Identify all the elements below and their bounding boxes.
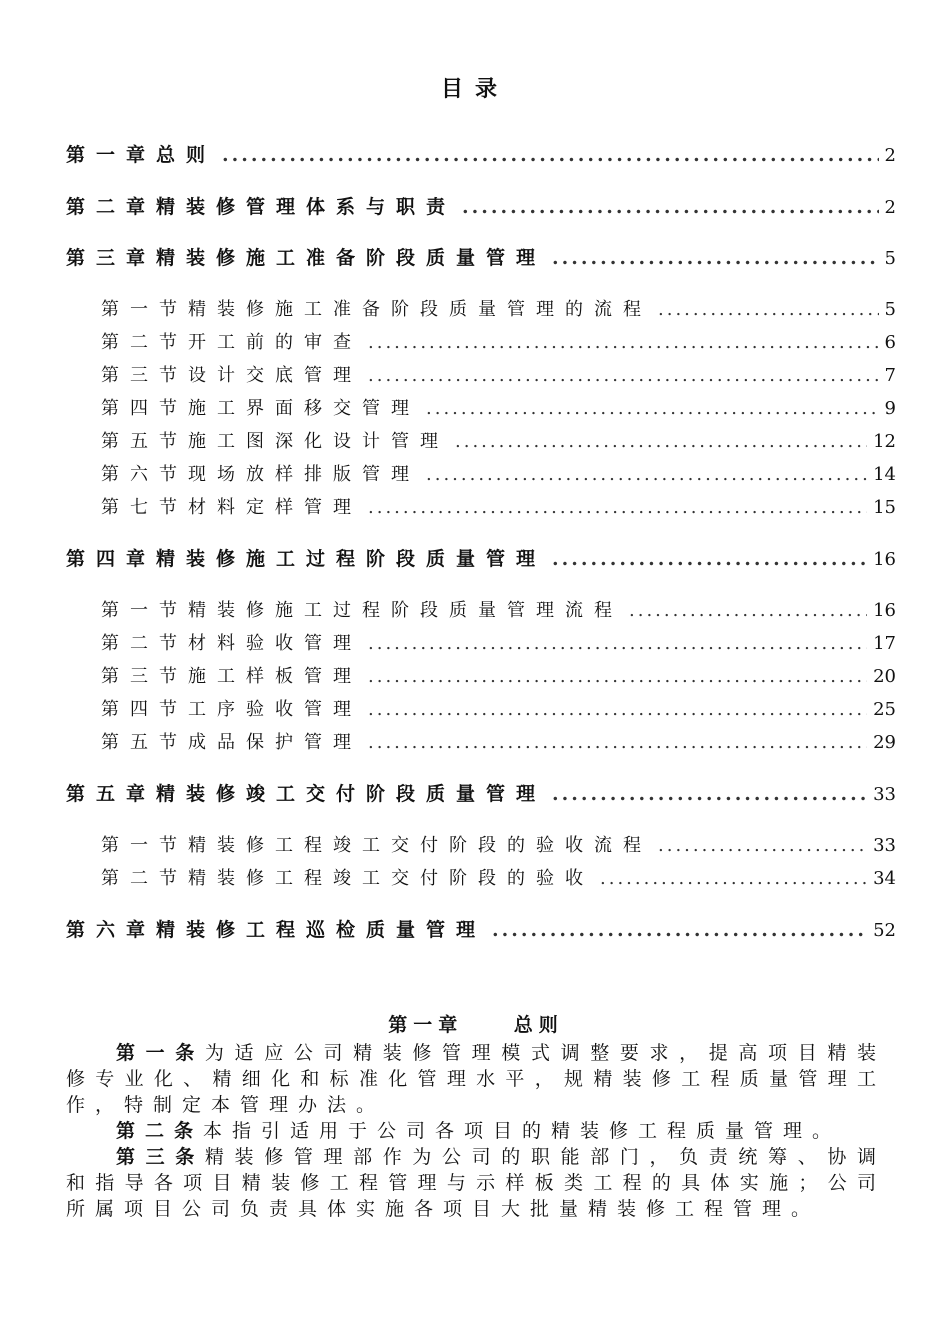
- toc-entry-page: 16: [873, 600, 896, 621]
- toc-entry-section[interactable]: [101, 596, 896, 622]
- toc-entry-label: 第三节设计交底管理: [101, 365, 362, 386]
- chapter-body: [66, 1012, 886, 1222]
- toc-entry-section[interactable]: [101, 460, 896, 486]
- toc-entry-section[interactable]: [101, 695, 896, 721]
- toc-entry-section[interactable]: [101, 728, 896, 754]
- toc-entry-page: 5: [884, 248, 896, 269]
- toc-entry-page: 33: [873, 784, 896, 805]
- toc-entry-page: 33: [873, 835, 896, 856]
- toc-entry-chapter[interactable]: [66, 915, 896, 941]
- toc-entry-chapter[interactable]: [66, 544, 896, 570]
- toc-entry-label: 第一章总则: [66, 144, 217, 166]
- toc-entry-label: 第二节材料验收管理: [101, 633, 362, 654]
- leader-dots: [426, 398, 879, 419]
- article-number: 第一条: [116, 1042, 205, 1064]
- leader-dots: [368, 497, 867, 518]
- article-number: 第三条: [116, 1146, 205, 1168]
- toc-entry-section[interactable]: [101, 831, 896, 857]
- leader-dots: [455, 431, 867, 452]
- leader-dots: [368, 365, 879, 386]
- toc-entry-page: 2: [884, 145, 896, 166]
- toc-entry-label: 第四节工序验收管理: [101, 699, 362, 720]
- toc-entry-page: 7: [884, 365, 896, 386]
- toc-entry-section[interactable]: [101, 295, 896, 321]
- leader-dots: [552, 783, 867, 805]
- leader-dots: [629, 600, 867, 621]
- toc-entry-label: 第六章精装修工程巡检质量管理: [66, 919, 487, 941]
- toc-entry-chapter[interactable]: [66, 140, 896, 166]
- leader-dots: [462, 196, 879, 218]
- toc-entry-label: 第一节精装修施工过程阶段质量管理流程: [101, 600, 623, 621]
- toc-entry-section[interactable]: [101, 394, 896, 420]
- article-paragraph: [66, 1040, 886, 1118]
- toc-entry-page: 12: [873, 431, 896, 452]
- toc-entry-section[interactable]: [101, 427, 896, 453]
- toc-entry-page: 2: [884, 197, 896, 218]
- toc-entry-label: 第五节成品保护管理: [101, 732, 362, 753]
- toc-entry-page: 17: [873, 633, 896, 654]
- leader-dots: [658, 299, 879, 320]
- leader-dots: [658, 835, 867, 856]
- toc-title: 目录: [440, 76, 509, 102]
- article-text: 为适应公司精装修管理模式调整要求，提高项目精装修专业化、精细化和标准化管理水平，规精装修工程质量管理工作，特制定本管理办法。: [66, 1042, 886, 1116]
- leader-dots: [552, 548, 867, 570]
- toc-entry-page: 20: [873, 666, 896, 687]
- leader-dots: [368, 666, 867, 687]
- leader-dots: [222, 144, 879, 166]
- toc-entry-section[interactable]: [101, 361, 896, 387]
- toc-entry-label: 第二节开工前的审查: [101, 332, 362, 353]
- leader-dots: [368, 732, 867, 753]
- toc-entry-section[interactable]: [101, 328, 896, 354]
- toc-entry-label: 第二章精装修管理体系与职责: [66, 196, 457, 218]
- toc-entry-section[interactable]: [101, 629, 896, 655]
- toc-entry-section[interactable]: [101, 864, 896, 890]
- toc-entry-chapter[interactable]: [66, 243, 896, 269]
- article-paragraph: [66, 1118, 886, 1144]
- toc-entry-label: 第六节现场放样排版管理: [101, 464, 420, 485]
- toc-entry-label: 第四章精装修施工过程阶段质量管理: [66, 548, 547, 570]
- toc-entry-page: 15: [873, 497, 896, 518]
- article-text: 精装修管理部作为公司的职能部门，负责统筹、协调和指导各项目精装修工程管理与示样板类工程的具体实施；公司所属项目公司负责具体实施各项目大批量精装修工程管理。: [66, 1146, 886, 1220]
- toc-entry-label: 第五节施工图深化设计管理: [101, 431, 449, 452]
- leader-dots: [492, 919, 867, 941]
- toc-entry-label: 第五章精装修竣工交付阶段质量管理: [66, 783, 547, 805]
- toc-entry-page: 6: [884, 332, 896, 353]
- toc-entry-label: 第一节精装修施工准备阶段质量管理的流程: [101, 299, 652, 320]
- toc-entry-page: 34: [873, 868, 896, 889]
- leader-dots: [426, 464, 867, 485]
- leader-dots: [368, 633, 867, 654]
- toc-entry-page: 14: [873, 464, 896, 485]
- article-number: 第二条: [116, 1120, 204, 1142]
- toc-entry-section[interactable]: [101, 662, 896, 688]
- toc-entry-label: 第二节精装修工程竣工交付阶段的验收: [101, 868, 594, 889]
- toc-entry-label: 第一节精装修工程竣工交付阶段的验收流程: [101, 835, 652, 856]
- leader-dots: [368, 332, 879, 353]
- toc-entry-page: 5: [884, 299, 896, 320]
- leader-dots: [368, 699, 867, 720]
- article-paragraph: [66, 1144, 886, 1222]
- toc-entry-label: 第三节施工样板管理: [101, 666, 362, 687]
- toc-entry-label: 第三章精装修施工准备阶段质量管理: [66, 247, 547, 269]
- toc-entry-page: 52: [873, 920, 896, 941]
- toc-entry-page: 29: [873, 732, 896, 753]
- article-text: 本指引适用于公司各项目的精装修工程质量管理。: [203, 1120, 842, 1142]
- toc-entry-page: 16: [873, 549, 896, 570]
- toc-entry-label: 第七节材料定样管理: [101, 497, 362, 518]
- toc-entry-chapter[interactable]: [66, 779, 896, 805]
- toc-entry-page: 25: [873, 699, 896, 720]
- toc-entry-page: 9: [884, 398, 896, 419]
- leader-dots: [600, 868, 867, 889]
- toc-entry-chapter[interactable]: [66, 192, 896, 218]
- toc-entry-label: 第四节施工界面移交管理: [101, 398, 420, 419]
- leader-dots: [552, 247, 879, 269]
- chapter-heading: 第一章 总则: [388, 1014, 564, 1036]
- toc-entry-section[interactable]: [101, 493, 896, 519]
